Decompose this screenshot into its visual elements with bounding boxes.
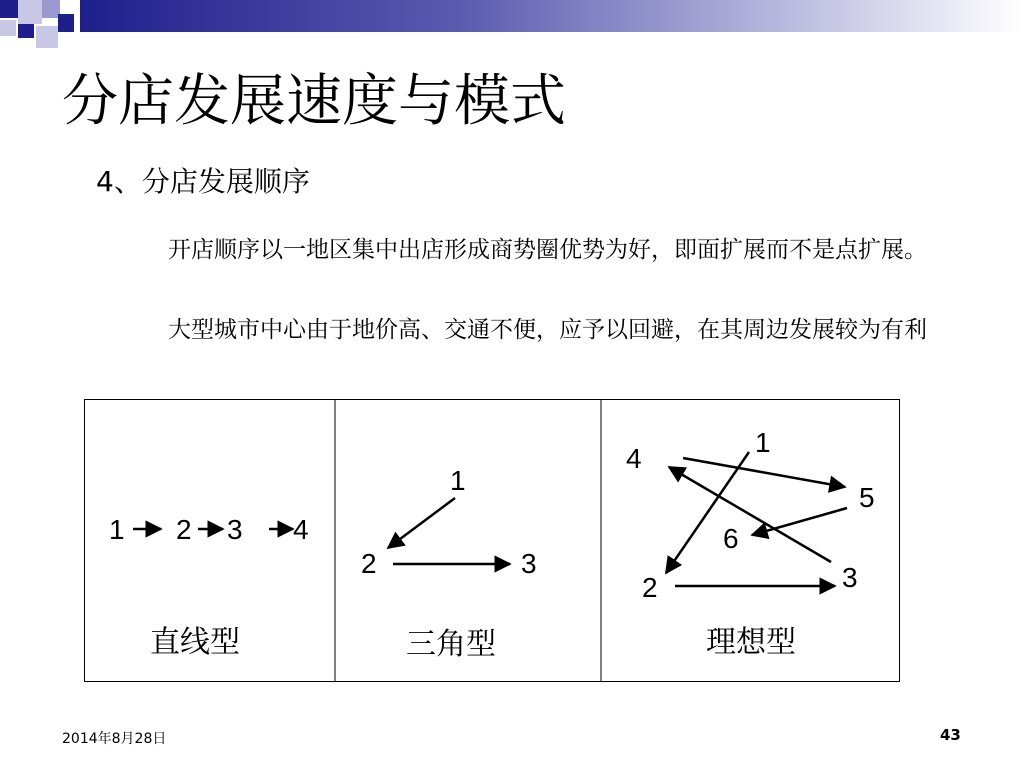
paragraph: 开店顺序以一地区集中出店形成商势圈优势为好，即面扩展而不是点扩展。 (168, 237, 927, 263)
node-label: 3 (521, 548, 537, 579)
slide-subtitle: 4、分店发展顺序 (96, 165, 310, 198)
panel-caption: 理想型 (706, 625, 796, 660)
store-expansion-diagram (84, 399, 900, 682)
panel-caption: 直线型 (150, 625, 240, 660)
node-label: 5 (859, 482, 875, 513)
arrow (388, 498, 455, 548)
node-label: 4 (626, 443, 642, 474)
decoration-square (0, 0, 18, 18)
page-number: 43 (940, 726, 961, 744)
paragraph: 大型城市中心由于地价高、交通不便，应予以回避，在其周边发展较为有利 (168, 317, 927, 343)
node-label: 3 (227, 514, 243, 545)
node-label: 6 (723, 523, 739, 554)
footer-date: 2014年8月28日 (62, 731, 167, 747)
node-label: 4 (293, 514, 309, 545)
panel-caption: 三角型 (406, 627, 496, 662)
node-label: 1 (450, 465, 466, 496)
decoration-square (36, 26, 58, 48)
node-label: 2 (361, 548, 377, 579)
slide-title: 分店发展速度与模式 (62, 69, 566, 134)
node-label: 3 (842, 562, 858, 593)
panel-triangle (361, 465, 537, 662)
panel-linear (109, 514, 309, 660)
header-decoration-bar (80, 0, 1024, 32)
node-label: 2 (176, 514, 192, 545)
decoration-square (18, 24, 34, 38)
arrow (683, 458, 845, 487)
node-label: 1 (755, 427, 771, 458)
node-label: 1 (109, 514, 125, 545)
decoration-square (18, 0, 42, 24)
panel-ideal (626, 427, 875, 660)
arrow (666, 452, 749, 573)
node-label: 2 (642, 572, 658, 603)
decoration-square (0, 20, 16, 36)
arrow (752, 508, 847, 535)
decoration-square (58, 14, 74, 32)
